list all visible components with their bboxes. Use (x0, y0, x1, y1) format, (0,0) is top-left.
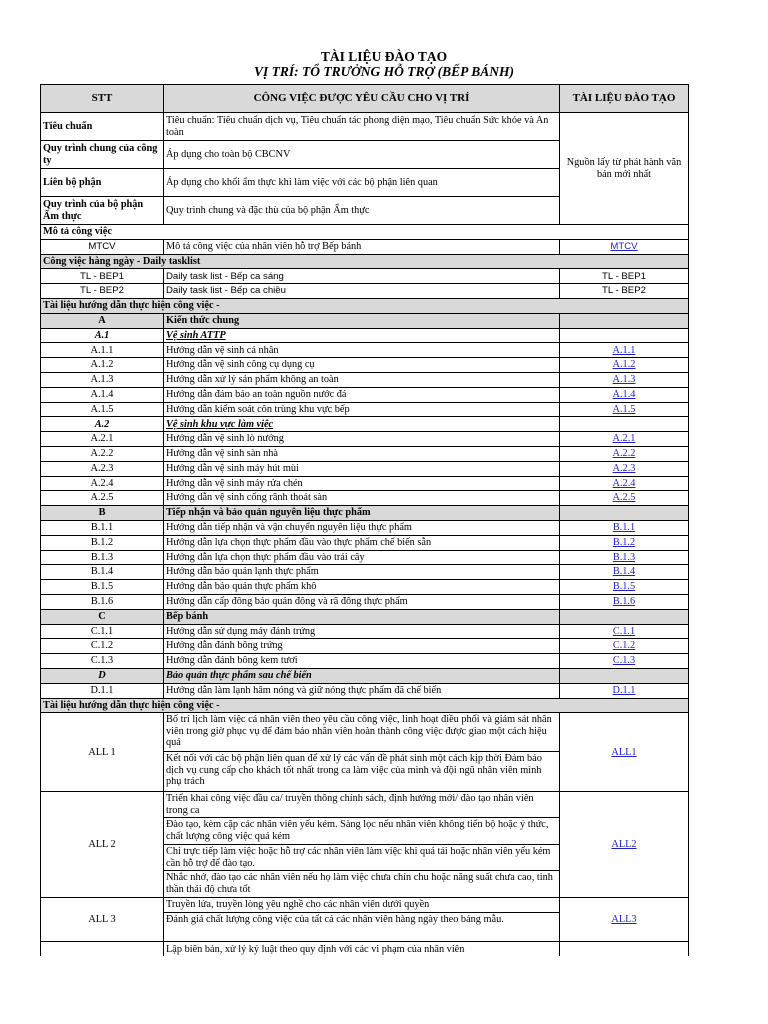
section-guide-2: Tài liệu hướng dẫn thực hiện công việc - (41, 698, 689, 713)
doc-link[interactable]: A.1.4 (560, 387, 689, 402)
document-subtitle: VỊ TRÍ: TỔ TRƯỞNG HỖ TRỢ (BẾP BÁNH) (253, 64, 515, 79)
table-row (41, 358, 689, 373)
group-row (41, 668, 689, 683)
table-row (41, 269, 689, 284)
row-code: TL - BEP1 (41, 269, 164, 284)
doc-link[interactable]: MTCV (560, 239, 689, 254)
group-code: B (41, 506, 164, 521)
table-row (41, 491, 689, 506)
doc-link[interactable]: B.1.1 (560, 520, 689, 535)
table-row (41, 239, 689, 254)
header-task: CÔNG VIỆC ĐƯỢC YÊU CẦU CHO VỊ TRÍ (164, 85, 560, 113)
row-code: A.1.3 (41, 372, 164, 387)
doc-link[interactable]: A.2.1 (560, 432, 689, 447)
section-job-desc: Mô tả công việc (41, 225, 689, 240)
row-desc: Hướng dẫn vệ sinh lò nướng (164, 432, 560, 447)
row-desc: Hướng dẫn tiếp nhận và vận chuyển nguyên liệu thực phẩm (164, 520, 560, 535)
row-desc: Hướng dẫn xử lý sản phẩm không an toàn (164, 372, 560, 387)
row-code: B.1.4 (41, 565, 164, 580)
task-item: Truyền lửa, truyền lòng yêu nghề cho các nhân viên dưới quyền (164, 898, 559, 913)
row-code: C.1.1 (41, 624, 164, 639)
task-block-row (41, 792, 689, 898)
group-row (41, 506, 689, 521)
doc-link[interactable]: A.2.2 (560, 446, 689, 461)
row-code: A.1.1 (41, 343, 164, 358)
row-name: Quy trình của bộ phận Ẩm thực (41, 197, 164, 225)
table-row (41, 580, 689, 595)
row-desc: Hướng dẫn vệ sinh máy hút mùi (164, 461, 560, 476)
table-row (41, 372, 689, 387)
group-code: C (41, 609, 164, 624)
empty-cell (560, 609, 689, 624)
row-code: A.1.5 (41, 402, 164, 417)
table-row (41, 402, 689, 417)
group-name: Bếp bánh (164, 609, 560, 624)
row-desc: Daily task list - Bếp ca chiều (164, 284, 560, 299)
row-desc: Áp dụng cho toàn bộ CBCNV (164, 141, 560, 169)
row-desc: Hướng dẫn kiểm soát côn trùng khu vực bếp (164, 402, 560, 417)
group-name: Bảo quản thực phẩm sau chế biến (164, 668, 560, 683)
table-row (41, 476, 689, 491)
section-row (41, 698, 689, 713)
doc-link[interactable]: C.1.3 (560, 654, 689, 669)
row-desc: Hướng dẫn bảo quản thực phẩm khô (164, 580, 560, 595)
row-desc: Hướng dẫn lựa chọn thực phẩm đầu vào trái cây (164, 550, 560, 565)
task-block-code: ALL 2 (41, 792, 164, 898)
row-desc: Hướng dẫn vệ sinh cá nhân (164, 343, 560, 358)
task-block-items (164, 713, 560, 792)
row-code: A.1.4 (41, 387, 164, 402)
group-name: Kiến thức chung (164, 313, 560, 328)
row-desc: Hướng dẫn sử dụng máy đánh trứng (164, 624, 560, 639)
row-desc: Mô tả công việc của nhân viên hỗ trợ Bếp bánh (164, 239, 560, 254)
row-code: A.2.1 (41, 432, 164, 447)
table-row (41, 654, 689, 669)
section-row (41, 225, 689, 240)
doc-link[interactable]: C.1.2 (560, 639, 689, 654)
doc-link[interactable]: A.2.5 (560, 491, 689, 506)
task-item: Nhắc nhở, đào tạo các nhân viên nếu họ làm việc chưa chỉn chu hoặc năng suất chưa cao, tinh thần thái độ chưa tốt (166, 872, 553, 895)
subgroup-name: Vệ sinh ATTP (164, 328, 560, 343)
empty-cell (41, 942, 164, 957)
group-code: A (41, 313, 164, 328)
general-source: Nguồn lấy từ phát hành văn bản mới nhất (560, 113, 689, 225)
table-row (41, 942, 689, 957)
doc-link[interactable]: B.1.6 (560, 594, 689, 609)
task-item: Triển khai công việc đầu ca/ truyền thông chính sách, định hướng mới/ đào tạo nhân viên trong ca (164, 792, 559, 818)
table-row (41, 461, 689, 476)
row-name: Tiêu chuẩn (41, 113, 164, 141)
doc-link[interactable]: A.2.3 (560, 461, 689, 476)
section-row (41, 298, 689, 313)
table-row (41, 432, 689, 447)
row-desc: Hướng dẫn lựa chọn thực phẩm đầu vào thực phẩm chế biến sẵn (164, 535, 560, 550)
task-block-code: ALL 3 (41, 898, 164, 942)
row-desc: Hướng dẫn vệ sinh máy rửa chén (164, 476, 560, 491)
row-name: Quy trình chung của công ty (41, 141, 164, 169)
doc-link[interactable]: A.2.4 (560, 476, 689, 491)
table-header-row (41, 85, 689, 113)
table-row (41, 639, 689, 654)
row-desc: Hướng dẫn đánh bông kem tươi (164, 654, 560, 669)
section-daily: Công việc hàng ngày - Daily tasklist (41, 254, 689, 269)
task-item: Bố trí lịch làm việc cá nhân viên theo yêu cầu công việc, linh hoạt điều phối và giám sát nhân viên trong giờ phục vụ để đảm bảo nhân viên hoàn thành công việc được giao một cách hiệu quả (164, 713, 559, 752)
row-code: A.1.2 (41, 358, 164, 373)
row-desc: Áp dụng cho khối ẩm thực khi làm việc với các bộ phận liên quan (164, 169, 560, 197)
subgroup-code: A.1 (41, 328, 164, 343)
doc-link[interactable]: ALL3 (560, 898, 689, 942)
header-stt: STT (41, 85, 164, 113)
group-row (41, 609, 689, 624)
row-desc: Hướng dẫn làm lạnh hâm nóng và giữ nóng thực phẩm đã chế biến (164, 683, 560, 698)
doc-link[interactable]: D.1.1 (560, 683, 689, 698)
empty-cell (560, 506, 689, 521)
row-desc: Daily task list - Bếp ca sáng (164, 269, 560, 284)
doc-link[interactable]: A.1.2 (560, 358, 689, 373)
table-row (41, 520, 689, 535)
task-block-items (164, 792, 560, 898)
task-block-code: ALL 1 (41, 713, 164, 792)
row-desc: Hướng dẫn vệ sinh cống rãnh thoát sàn (164, 491, 560, 506)
row-desc: Hướng dẫn bảo quản lạnh thực phẩm (164, 565, 560, 580)
table-row (41, 284, 689, 299)
doc-link[interactable]: B.1.3 (560, 550, 689, 565)
doc-link[interactable]: A.1.1 (560, 343, 689, 358)
header-doc: TÀI LIỆU ĐÀO TẠO (560, 85, 689, 113)
table-row (41, 550, 689, 565)
row-desc: Hướng dẫn vệ sinh sàn nhà (164, 446, 560, 461)
row-code: A.2.2 (41, 446, 164, 461)
task-block-row (41, 898, 689, 942)
doc-link[interactable]: ALL2 (560, 792, 689, 898)
doc-link[interactable]: TL - BEP1 (560, 269, 689, 284)
row-desc: Lập biên bản, xử lý kỷ luật theo quy định với các vi phạm của nhân viên (164, 942, 560, 957)
task-block-row (41, 713, 689, 792)
row-desc: Hướng dẫn vệ sinh công cụ dụng cụ (164, 358, 560, 373)
table-row (41, 683, 689, 698)
subgroup-code: A.2 (41, 417, 164, 432)
table-row (41, 624, 689, 639)
section-guide: Tài liệu hướng dẫn thực hiện công việc - (41, 298, 689, 313)
subgroup-row (41, 417, 689, 432)
row-code: A.2.4 (41, 476, 164, 491)
table-row (41, 387, 689, 402)
doc-link[interactable]: B.1.5 (560, 580, 689, 595)
table-row (41, 343, 689, 358)
empty-cell (560, 942, 689, 957)
group-code: D (41, 668, 164, 683)
empty-cell (560, 668, 689, 683)
row-code: TL - BEP2 (41, 284, 164, 299)
task-item: Đào tạo, kèm cặp các nhân viên yếu kém. Sàng lọc nếu nhân viên không tiến bộ hoặc ý thức, chất lượng công việc quá kém (164, 818, 559, 845)
empty-cell (560, 328, 689, 343)
row-code: A.2.5 (41, 491, 164, 506)
task-block-items (164, 898, 560, 942)
table-row (41, 594, 689, 609)
task-item: Kết nối với các bộ phận liên quan để xử lý các vấn đề phát sinh một cách kịp thời Đảm bảo dịch vụ cung cấp cho khách tốt nhất trong ca làm việc của mình và đội ngũ nhân viên mình phụ trách (166, 753, 542, 788)
row-code: D.1.1 (41, 683, 164, 698)
row-code: MTCV (41, 239, 164, 254)
task-item: Chỉ trực tiếp làm việc hoặc hỗ trợ các nhân viên làm việc khi quá tải hoặc nhân viên yếu kém cần hỗ trợ để đào tạo. (164, 845, 559, 871)
section-row (41, 254, 689, 269)
row-code: B.1.6 (41, 594, 164, 609)
training-table (40, 84, 689, 956)
row-code: C.1.3 (41, 654, 164, 669)
table-row (41, 113, 689, 141)
group-row (41, 313, 689, 328)
row-desc: Hướng dẫn cấp đông bảo quản đông và rã đông thực phẩm (164, 594, 560, 609)
doc-link[interactable]: A.1.3 (560, 372, 689, 387)
row-code: B.1.3 (41, 550, 164, 565)
doc-link[interactable]: TL - BEP2 (560, 284, 689, 299)
row-desc: Quy trình chung và đặc thù của bộ phận Ẩm thực (164, 197, 560, 225)
row-desc: Tiêu chuẩn: Tiêu chuẩn dịch vụ, Tiêu chuẩn tác phong diện mạo, Tiêu chuẩn Sức khỏe và An toàn (164, 113, 560, 141)
row-name: Liên bộ phận (41, 169, 164, 197)
subgroup-name: Vệ sinh khu vực làm việc (164, 417, 560, 432)
document-title: TÀI LIỆU ĐÀO TẠO (320, 49, 448, 64)
doc-link[interactable]: C.1.1 (560, 624, 689, 639)
empty-cell (560, 417, 689, 432)
table-row (41, 535, 689, 550)
empty-cell (560, 313, 689, 328)
table-row (41, 446, 689, 461)
row-code: C.1.2 (41, 639, 164, 654)
doc-link[interactable]: B.1.2 (560, 535, 689, 550)
subgroup-row (41, 328, 689, 343)
group-name: Tiếp nhận và bảo quản nguyên liệu thực phẩm (164, 506, 560, 521)
row-code: B.1.2 (41, 535, 164, 550)
table-row (41, 565, 689, 580)
doc-link[interactable]: A.1.5 (560, 402, 689, 417)
row-code: B.1.1 (41, 520, 164, 535)
row-code: B.1.5 (41, 580, 164, 595)
task-item: Đánh giá chất lượng công việc của tất cả các nhân viên hàng ngày theo bảng mẫu. (166, 914, 504, 926)
row-desc: Hướng dẫn đảm bảo an toàn nguồn nước đá (164, 387, 560, 402)
row-desc: Hướng dẫn đánh bông trứng (164, 639, 560, 654)
doc-link[interactable]: B.1.4 (560, 565, 689, 580)
doc-link[interactable]: ALL1 (560, 713, 689, 792)
row-code: A.2.3 (41, 461, 164, 476)
